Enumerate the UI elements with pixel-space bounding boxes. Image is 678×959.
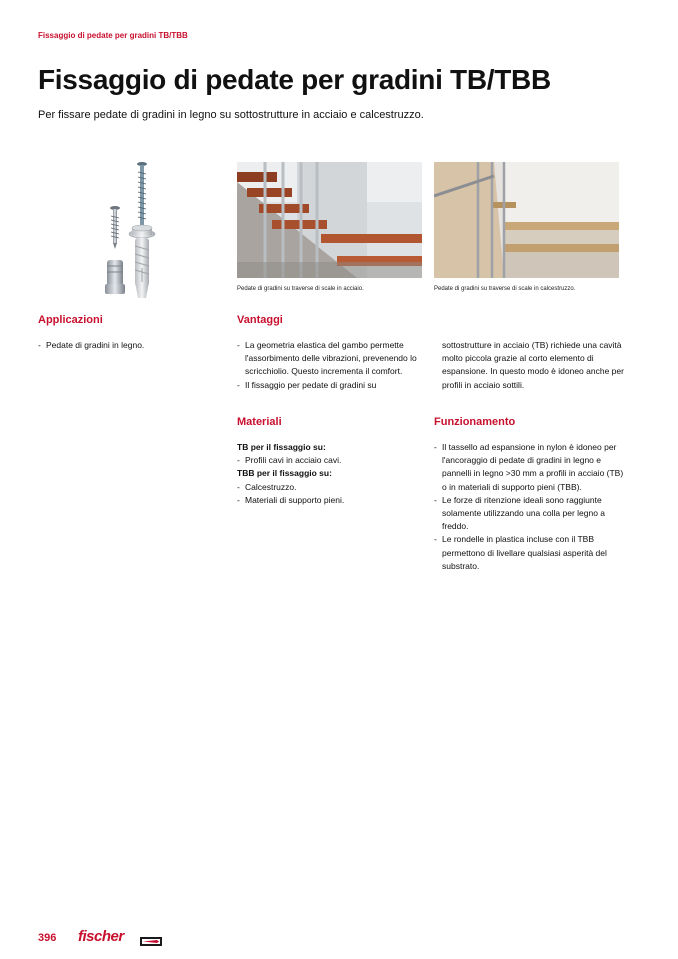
list-item: - La geometria elastica del gambo permette l'assorbimento delle vibrazioni, prevenendo lo scricchiolio. Questo incrementa il comfort.	[237, 339, 419, 379]
tbb-label: TBB per il fissaggio su:	[237, 468, 332, 479]
list-item: - Le forze di ritenzione ideali sono raggiunte solamente utilizzando una colla per legno a freddo.	[434, 494, 624, 534]
list-item: - Materiali di supporto pieni.	[237, 494, 419, 507]
vantaggi-heading: Vantaggi	[237, 314, 283, 326]
funzionamento-list	[434, 441, 624, 573]
vantaggi-list	[237, 339, 419, 392]
photo-concrete-stairs	[434, 162, 619, 278]
materiali-heading: Materiali	[237, 416, 282, 428]
vantaggi-continued: sottostrutture in acciaio (TB) richiede una cavità molto piccola grazie al corto elemento di espansione. In questo modo è idoneo anche per profili in acciaio sottili.	[442, 340, 624, 390]
list-item: - Il fissaggio per pedate di gradini su	[237, 379, 419, 392]
funzionamento-heading: Funzionamento	[434, 416, 516, 428]
brand-mark-icon	[140, 933, 162, 942]
product-image	[90, 158, 180, 303]
photo1-caption: Pedate di gradini su traverse di scale in acciaio.	[237, 286, 364, 292]
breadcrumb: Fissaggio di pedate per gradini TB/TBB	[38, 31, 188, 40]
list-item: - Pedate di gradini in legno.	[38, 339, 218, 352]
materiali-block	[237, 441, 419, 507]
applicazioni-list	[38, 339, 218, 352]
page-title: Fissaggio di pedate per gradini TB/TBB	[38, 64, 551, 95]
list-item: - Le rondelle in plastica incluse con il TBB permettono di livellare qualsiasi asperità del substrato.	[434, 533, 624, 573]
photo-steel-stairs	[237, 162, 422, 278]
page-number: 396	[38, 932, 57, 944]
list-item: - Il tassello ad espansione in nylon è idoneo per l'ancoraggio di pedate di gradini in legno e pannelli in legno >30 mm a profili in acciaio (TB) o in materiali di supporto pieni (TBB).	[434, 441, 624, 494]
list-item: - Profili cavi in acciaio cavi.	[237, 454, 419, 467]
applicazioni-heading: Applicazioni	[38, 314, 103, 326]
tb-label: TB per il fissaggio su:	[237, 442, 326, 452]
photo2-caption: Pedate di gradini su traverse di scale in calcestruzzo.	[434, 286, 576, 292]
list-item: - Calcestruzzo.	[237, 481, 419, 494]
brand-logo: fischer	[78, 928, 124, 945]
page-subtitle: Per fissare pedate di gradini in legno su sottostrutture in acciaio e calcestruzzo.	[38, 109, 424, 121]
